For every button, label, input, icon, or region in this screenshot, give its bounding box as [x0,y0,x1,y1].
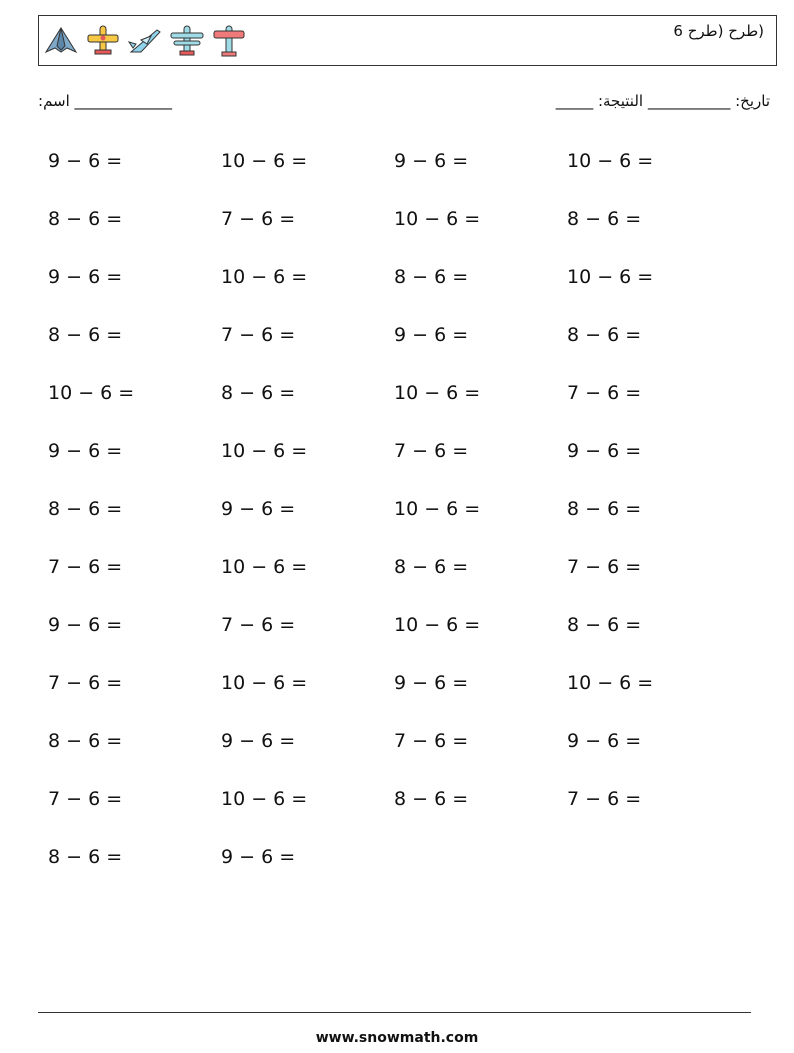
jet-plane-icon [127,22,163,60]
subtraction-problem: 9 − 6 = [48,266,123,288]
worksheet-title: (طرح (طرح 6 [673,22,764,40]
footer-url: www.snowmath.com [315,1030,479,1046]
subtraction-problem: 8 − 6 = [221,382,296,404]
subtraction-problem: 10 − 6 = [567,266,654,288]
subtraction-problem: 10 − 6 = [567,672,654,694]
subtraction-problem: 9 − 6 = [394,672,469,694]
subtraction-problem: 9 − 6 = [221,846,296,868]
subtraction-problem: 8 − 6 = [567,208,642,230]
subtraction-problem: 10 − 6 = [567,150,654,172]
subtraction-problem: 7 − 6 = [48,788,123,810]
subtraction-problem: 10 − 6 = [394,498,481,520]
subtraction-problem: 10 − 6 = [221,788,308,810]
subtraction-problem: 8 − 6 = [48,324,123,346]
date-score-label: _____ :تاريخ: ___________ النتيجة [555,92,770,110]
header-box [38,15,777,66]
subtraction-problem: 10 − 6 = [221,672,308,694]
subtraction-problem: 7 − 6 = [567,788,642,810]
subtraction-problem: 8 − 6 = [394,556,469,578]
subtraction-problem: 7 − 6 = [394,730,469,752]
subtraction-problem: 8 − 6 = [394,266,469,288]
subtraction-problem: 9 − 6 = [48,614,123,636]
subtraction-problem: 8 − 6 = [48,846,123,868]
subtraction-problem: 10 − 6 = [394,208,481,230]
subtraction-problem: 7 − 6 = [567,382,642,404]
subtraction-problem: 9 − 6 = [394,324,469,346]
subtraction-problem: 10 − 6 = [48,382,135,404]
subtraction-problem: 9 − 6 = [567,440,642,462]
subtraction-problem: 9 − 6 = [394,150,469,172]
subtraction-problem: 9 − 6 = [48,440,123,462]
subtraction-problem: 7 − 6 = [221,324,296,346]
subtraction-problem: 7 − 6 = [567,556,642,578]
subtraction-problem: 9 − 6 = [567,730,642,752]
subtraction-problem: 10 − 6 = [394,382,481,404]
subtraction-problem: 8 − 6 = [48,498,123,520]
subtraction-problem: 9 − 6 = [221,730,296,752]
footer-divider [38,1012,751,1013]
subtraction-problem: 7 − 6 = [394,440,469,462]
subtraction-problem: 7 − 6 = [48,672,123,694]
subtraction-problem: 8 − 6 = [567,324,642,346]
red-plane-icon [211,22,247,60]
biplane-icon [169,22,205,60]
name-field-label: :اسم _____________ [38,92,173,110]
subtraction-problem: 7 − 6 = [221,614,296,636]
subtraction-problem: 8 − 6 = [394,788,469,810]
subtraction-problem: 10 − 6 = [221,150,308,172]
subtraction-problem: 8 − 6 = [48,730,123,752]
subtraction-problem: 7 − 6 = [221,208,296,230]
subtraction-problem: 8 − 6 = [567,614,642,636]
stealth-plane-icon [43,22,79,60]
plane-icons [43,22,247,60]
subtraction-problem: 9 − 6 = [221,498,296,520]
propeller-plane-icon [85,22,121,60]
subtraction-problem: 8 − 6 = [48,208,123,230]
subtraction-problem: 10 − 6 = [394,614,481,636]
subtraction-problem: 10 − 6 = [221,266,308,288]
subtraction-problem: 8 − 6 = [567,498,642,520]
subtraction-problem: 10 − 6 = [221,556,308,578]
subtraction-problem: 7 − 6 = [48,556,123,578]
subtraction-problem: 10 − 6 = [221,440,308,462]
subtraction-problem: 9 − 6 = [48,150,123,172]
